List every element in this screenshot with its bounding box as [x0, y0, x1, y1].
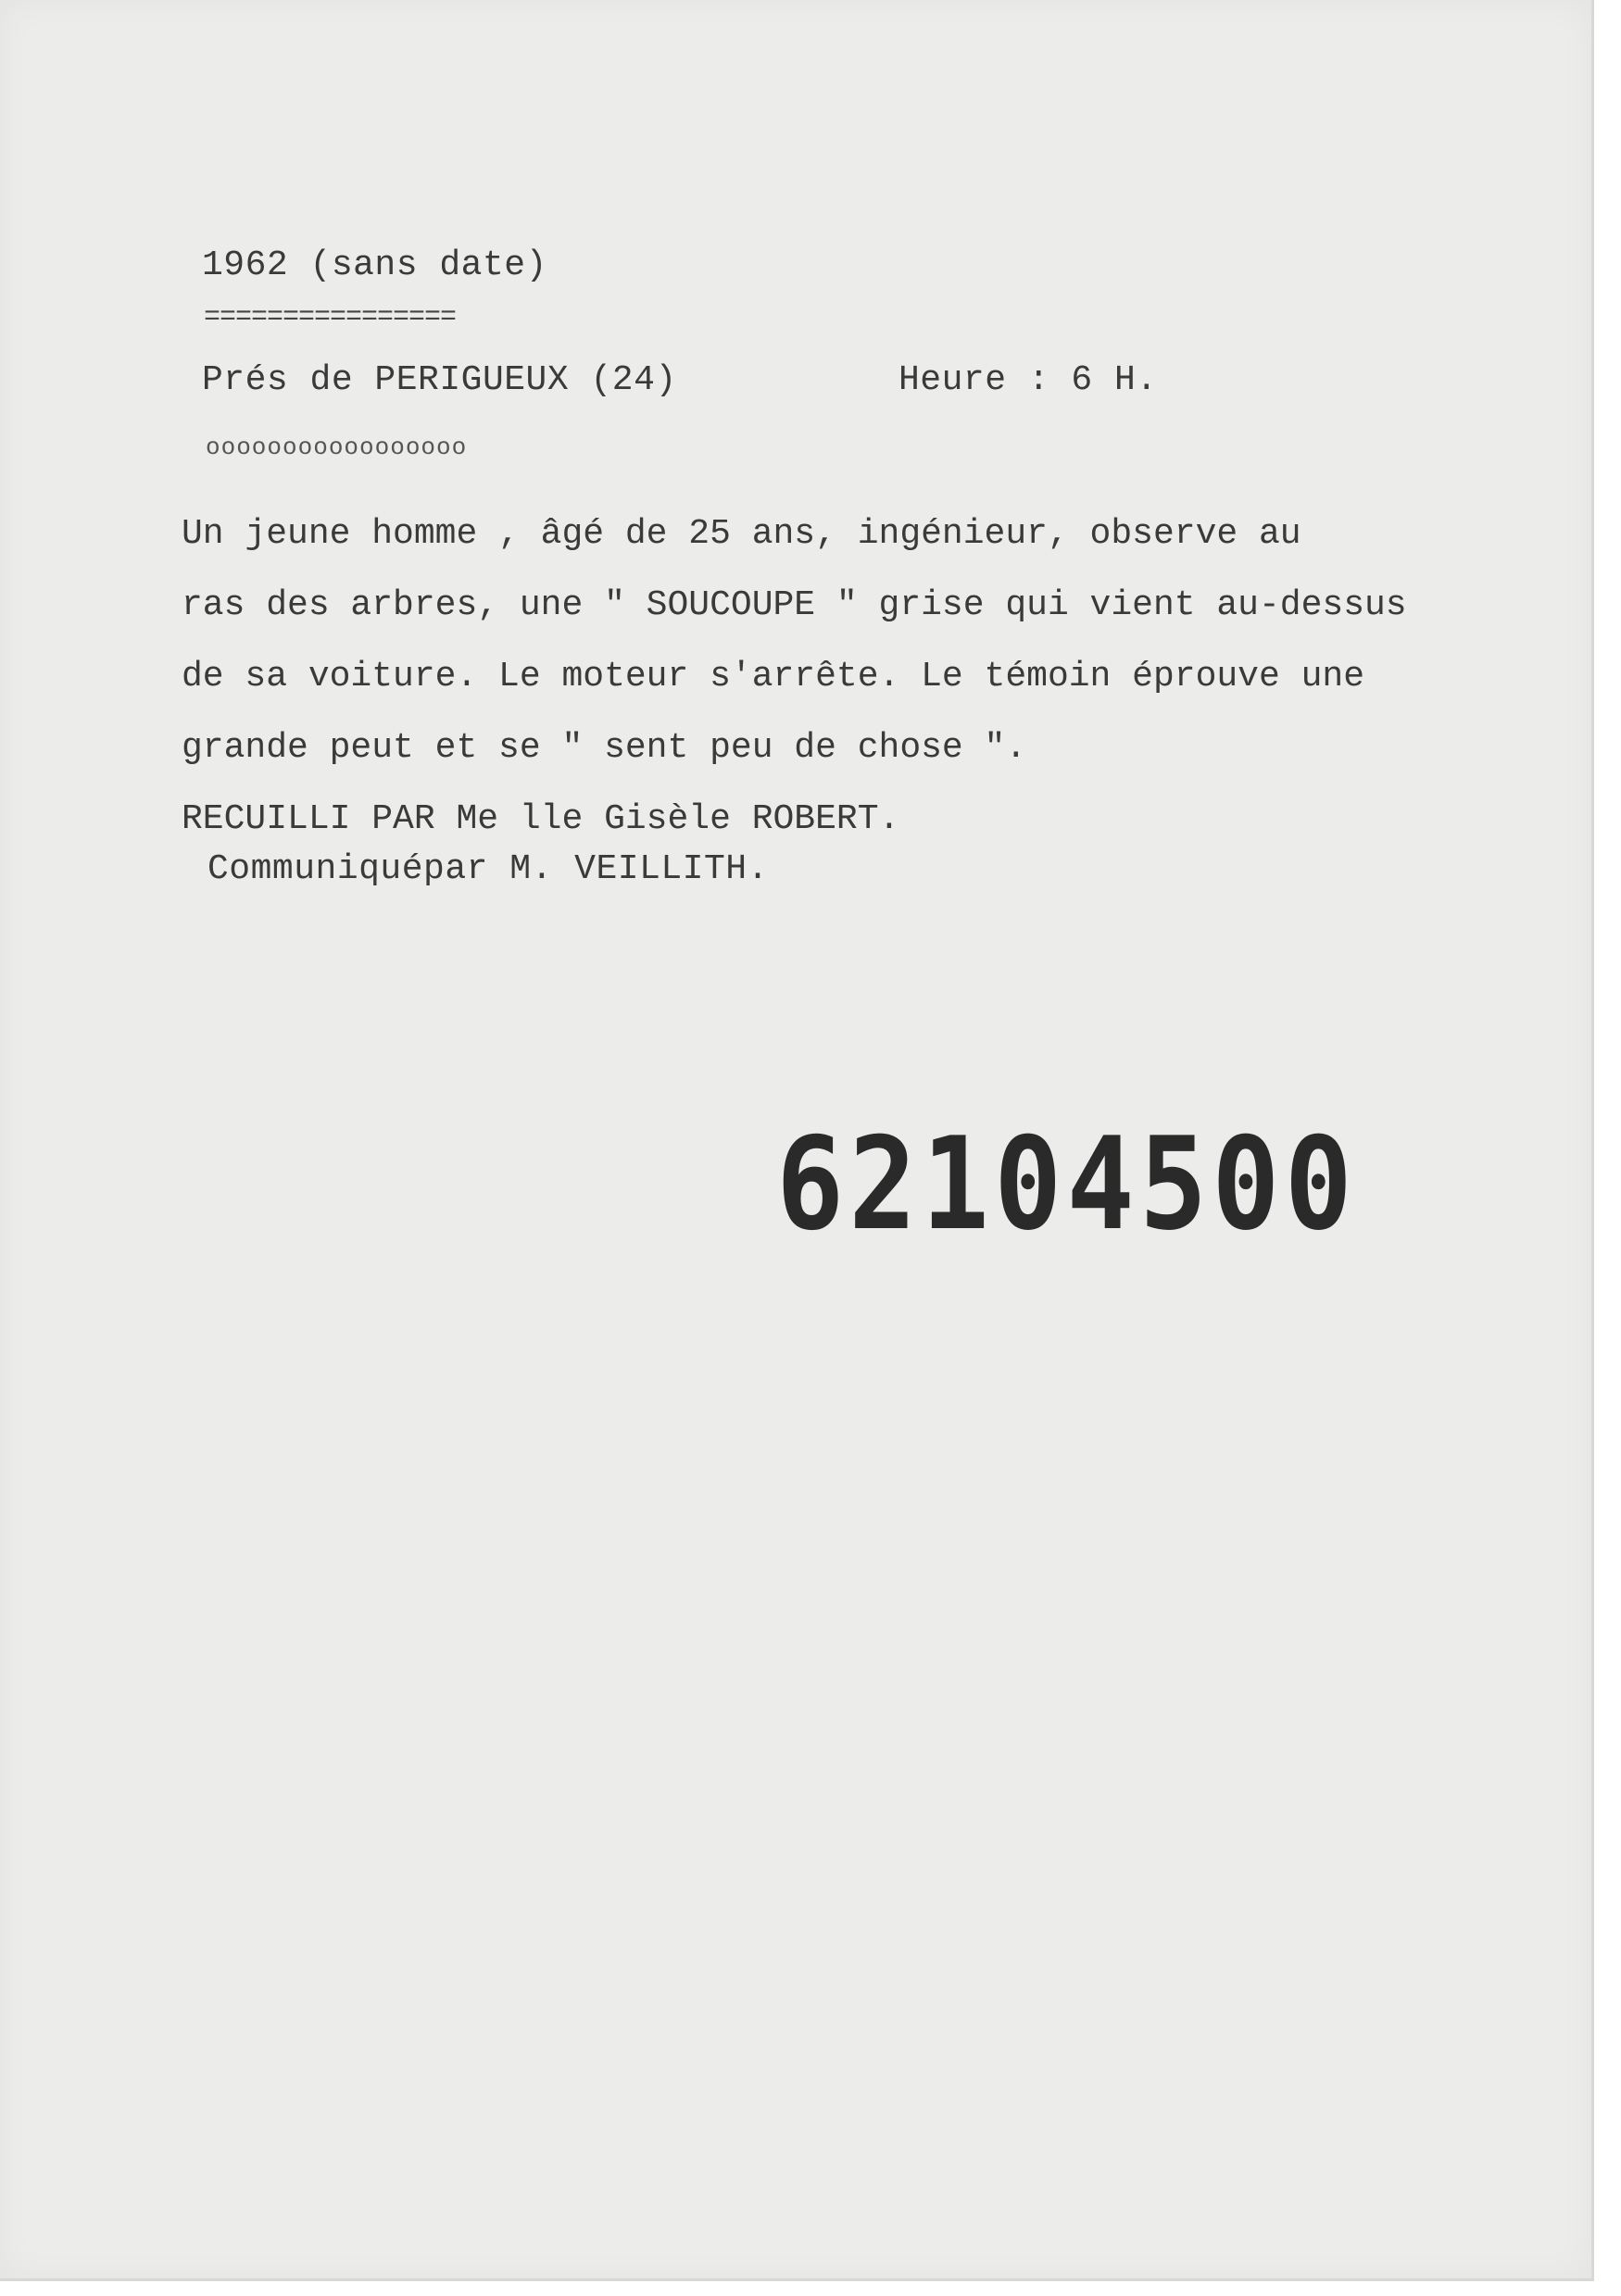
body-line: RECUILLI PAR Me lle Gisèle ROBERT. [182, 799, 900, 839]
time-line: Heure : 6 H. [898, 360, 1158, 400]
communicated-by-line: Communiquépar M. VEILLITH. [207, 849, 769, 889]
date-line: 1962 (sans date) [202, 245, 547, 285]
separator-line: ooooooooooooooooo [206, 433, 468, 461]
report-body [182, 498, 1571, 855]
case-number-stamp: 62104500 [776, 1110, 1358, 1259]
body-line: de sa voiture. Le moteur s'arrête. Le témoin éprouve une [182, 657, 1365, 696]
body-line: ras des arbres, une " SOUCOUPE " grise qui vient au-dessus [182, 585, 1407, 625]
body-line: Un jeune homme , âgé de 25 ans, ingénieur, observe au [182, 514, 1301, 554]
body-line: grande peut et se " sent peu de chose ". [182, 728, 1027, 768]
location-line: Prés de PERIGUEUX (24) [202, 360, 677, 400]
date-underline: ================ [204, 302, 457, 333]
